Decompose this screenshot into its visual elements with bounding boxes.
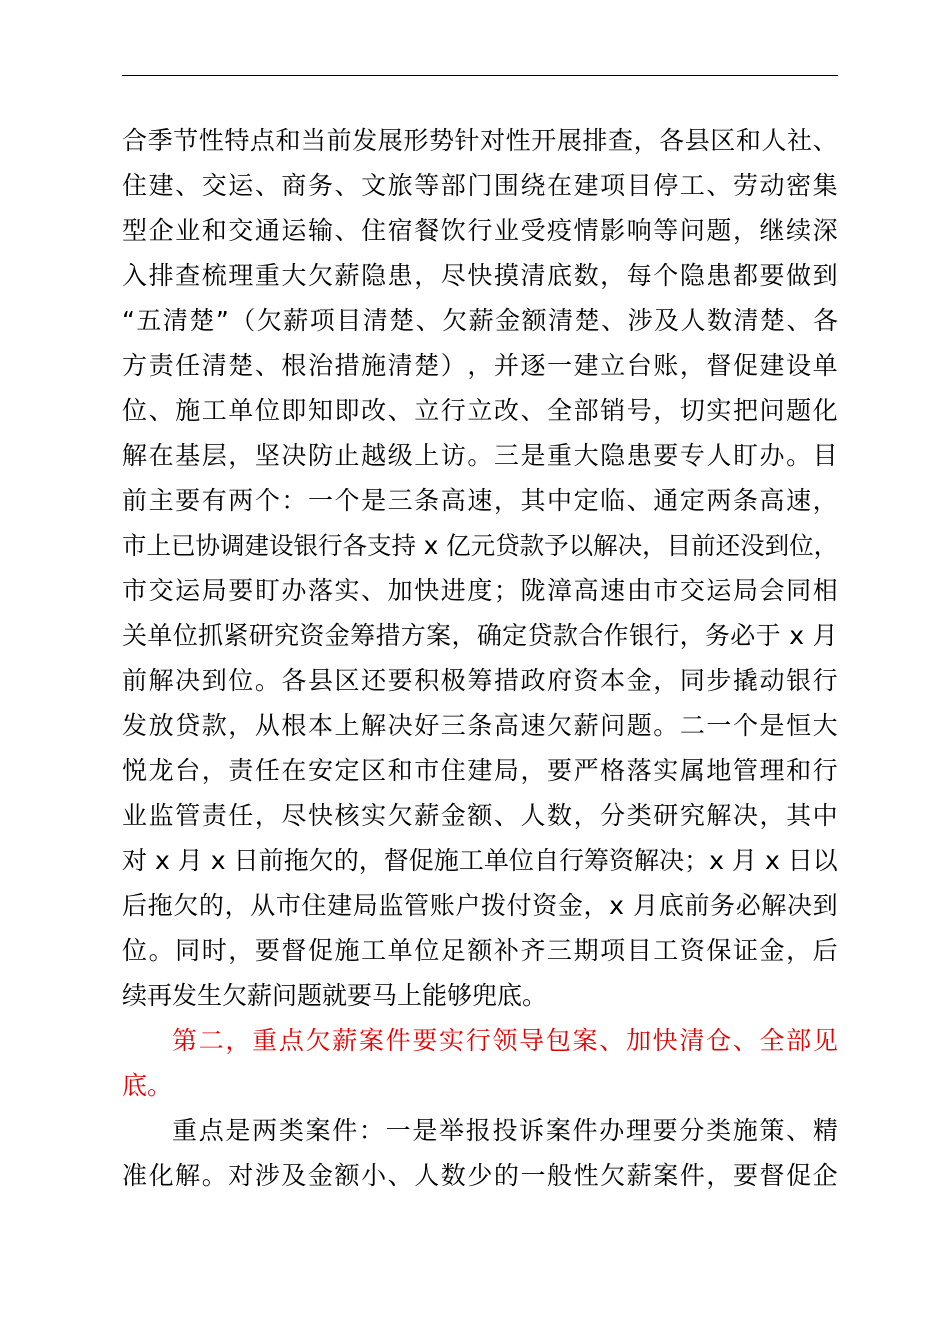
paragraph-line: 位 、 施 工 单 位 即 知 即 改 、 立 行 立 改 、 全 部 销 号 ， 切 实 把 问 题 化 — [122, 396, 838, 425]
paragraph-line: 入 排 查 梳 理 重 大 欠 薪 隐 患 ， 尽 快 摸 清 底 数 ， 每 个 隐 患 都 要 做 到 — [122, 261, 838, 290]
paragraph-line: 市 交 运 局 要 盯 办 落 实 、 加 快 进 度 ； 陇 漳 高 速 由 市 交 运 局 会 同 相 — [122, 576, 838, 605]
paragraph-line: 市 上 已 协 调 建 设 银 行 各 支 持 x 亿 元 贷 款 予 以 解 决 ， 目 前 还 没 到 位 ， — [122, 531, 839, 560]
paragraph-line: 关 单 位 抓 紧 研 究 资 金 筹 措 方 案 ， 确 定 贷 款 合 作 银 行 ， 务 必 于 x 月 — [122, 621, 838, 650]
paragraph-line: 前 主 要 有 两 个 ： 一 个 是 三 条 高 速 ， 其 中 定 临 、 通 定 两 条 高 速 ， — [122, 486, 838, 515]
section-heading-line: 底。 — [122, 1071, 173, 1100]
paragraph-line: 前 解 决 到 位 。 各 县 区 还 要 积 极 筹 措 政 府 资 本 金 ， 同 步 撬 动 银 行 — [122, 666, 838, 695]
paragraph-line: 方 责 任 清 楚 、 根 治 措 施 清 楚 ） ， 并 逐 一 建 立 台 账 ， 督 促 建 设 单 — [122, 351, 838, 380]
paragraph-line: “ 五 清 楚 ” （ 欠 薪 项 目 清 楚 、 欠 薪 金 额 清 楚 、 涉 及 人 数 清 楚 、 各 — [122, 306, 838, 335]
paragraph-line: 悦 龙 台 ， 责 任 在 安 定 区 和 市 住 建 局 ， 要 严 格 落 实 属 地 管 理 和 行 — [122, 756, 838, 785]
document-body — [122, 118, 838, 1198]
paragraph-line: 业 监 管 责 任 ， 尽 快 核 实 欠 薪 金 额 、 人 数 ， 分 类 研 究 解 决 ， 其 中 — [122, 801, 838, 830]
paragraph-line: 位 。 同 时 ， 要 督 促 施 工 单 位 足 额 补 齐 三 期 项 目 工 资 保 证 金 ， 后 — [122, 936, 838, 965]
paragraph-line: 解 在 基 层 ， 坚 决 防 止 越 级 上 访 。 三 是 重 大 隐 患 要 专 人 盯 办 。 目 — [122, 441, 838, 470]
paragraph-line: 住 建 、 交 运 、 商 务 、 文 旅 等 部 门 围 绕 在 建 项 目 停 工 、 劳 动 密 集 — [122, 171, 838, 200]
header-rule — [122, 75, 838, 76]
paragraph-line: 发 放 贷 款 ， 从 根 本 上 解 决 好 三 条 高 速 欠 薪 问 题 。 二 一 个 是 恒 大 — [122, 711, 838, 740]
paragraph-line: 续再发生欠薪问题就要马上能够兜底。 — [122, 981, 548, 1010]
paragraph-line: 后 拖 欠 的 ， 从 市 住 建 局 监 管 账 户 拨 付 资 金 ， x 月 底 前 务 必 解 决 到 — [122, 891, 838, 920]
paragraph-line: 对 x 月 x 日 前 拖 欠 的 ， 督 促 施 工 单 位 自 行 筹 资 解 决 ； x 月 x 日 以 — [122, 846, 838, 875]
paragraph-line: 型 企 业 和 交 通 运 输 、 住 宿 餐 饮 行 业 受 疫 情 影 响 等 问 题 ， 继 续 深 — [122, 216, 838, 245]
section-heading-line: 第 二 ， 重 点 欠 薪 案 件 要 实 行 领 导 包 案 、 加 快 清 仓 、 全 部 见 — [172, 1026, 838, 1055]
paragraph-line: 准 化 解 。 对 涉 及 金 额 小 、 人 数 少 的 一 般 性 欠 薪 案 件 ， 要 督 促 企 — [122, 1161, 838, 1190]
paragraph-line: 重 点 是 两 类 案 件 ： 一 是 举 报 投 诉 案 件 办 理 要 分 类 施 策 、 精 — [172, 1116, 838, 1145]
paragraph-line: 合 季 节 性 特 点 和 当 前 发 展 形 势 针 对 性 开 展 排 查 ， 各 县 区 和 人 社 、 — [122, 126, 838, 155]
